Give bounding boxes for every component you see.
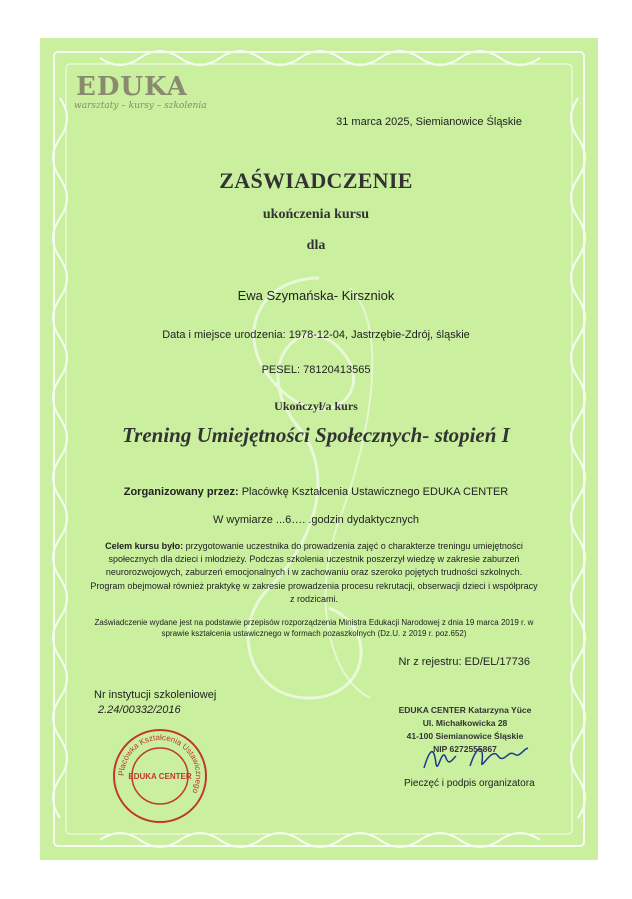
course-name: Trening Umiejętności Społecznych- stopień I — [122, 423, 510, 447]
eduka-logo: EDUKA — [76, 72, 188, 102]
legal-basis: Zaświadczenie wydane jest na podstawie przepisów rozporządzenia Ministra Edukacji Narodowej z dnia 19 marca 2019 r. w sprawie kształcenia ustawicznego w formach pozaszkolnych (Dz.U. z 2019 r. poz.652) — [94, 618, 534, 638]
participant-pesel: PESEL: 78120413565 — [261, 364, 371, 376]
participant-birth: Data i miejsce urodzenia: 1978-12-04, Jastrzębie-Zdrój, śląskie — [162, 329, 470, 341]
certificate-title: ZAŚWIADCZENIE — [219, 168, 413, 193]
official-stamp-icon — [110, 726, 210, 826]
company-nip: NIP 6272555867 — [433, 744, 497, 754]
stamp-center-text: EDUKA CENTER — [128, 772, 192, 781]
institution-number: 2.24/00332/2016 — [98, 704, 181, 716]
company-city: 41-100 Siemianowice Śląskie — [406, 731, 524, 741]
signature-label: Pieczęć i podpis organizatora — [404, 778, 535, 789]
organizer-value: Placówkę Kształcenia Ustawicznego EDUKA CENTER — [241, 486, 509, 498]
certificate-subtitle: ukończenia kursu — [262, 207, 370, 222]
signature-icon — [420, 740, 538, 776]
stamp-text: Placówka Kształcenia Ustawicznego — [116, 732, 204, 795]
participant-name: Ewa Szymańska- Kirszniok — [237, 288, 395, 303]
issue-date-place: 31 marca 2025, Siemianowice Śląskie — [336, 116, 522, 128]
completed-label: Ukończył/a kurs — [274, 399, 358, 413]
organizer-label: Zorganizowany przez: — [123, 486, 239, 498]
company-street: Ul. Michałkowicka 28 — [422, 718, 508, 728]
course-hours: W wymiarze ...6…. .godzin dydaktycznych — [212, 514, 419, 526]
register-number: Nr z rejestru: ED/EL/17736 — [398, 656, 530, 668]
organizer-line — [0, 486, 632, 498]
goal-label: Celem kursu było: — [105, 541, 184, 551]
course-goal — [88, 540, 540, 606]
certificate-for: dla — [306, 238, 326, 253]
institution-label: Nr instytucji szkoleniowej — [94, 689, 217, 701]
goal-text: przygotowanie uczestnika do prowadzenia zajęć o charakterze treningu umiejętności społecznych dla dzieci i młodzieży. Podczas szkolenia uczestnik poszerzył wiedzę w zakresie zaburzeń neurorozwojowych, zaburzeń emocjonalnych i w zachowaniu oraz szeroko pojętych trudności szkolnych. Program obejmował również praktykę w zakresie prowadzenia procesu rekrutacji, obserwacji dzieci i współpracy z rodzicami. — [90, 541, 538, 604]
logo-tagline: warsztaty – kursy – szkolenia — [74, 101, 207, 111]
company-name: EDUKA CENTER Katarzyna Yüce — [398, 705, 532, 715]
